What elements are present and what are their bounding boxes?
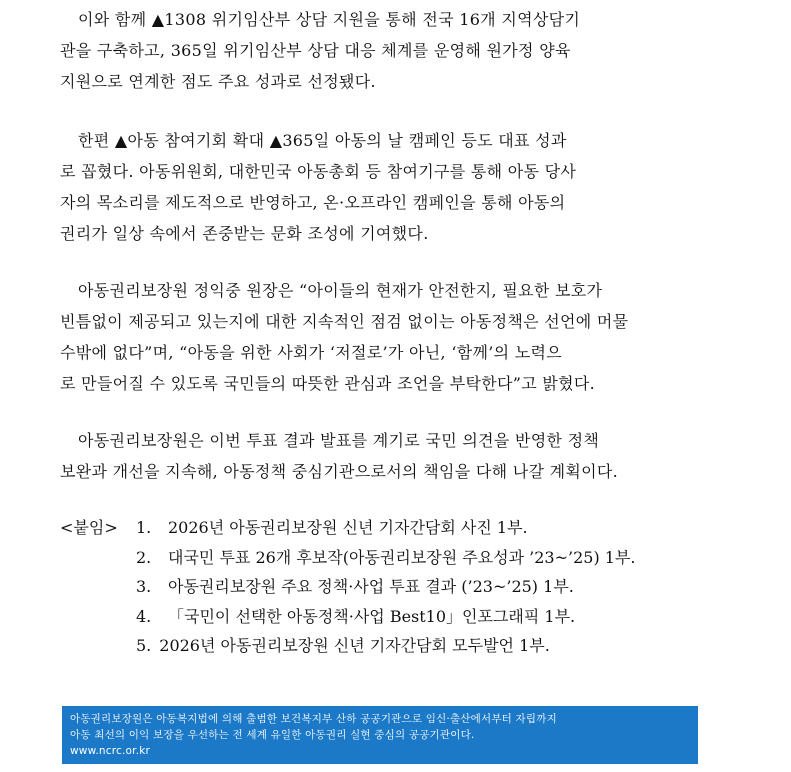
attachment-text: 대국민 투표 26개 후보작(아동권리보장원 주요성과 ’23~’25) 1부. [168, 547, 636, 567]
paragraph-1-line-3: 지원으로 연계한 점도 주요 성과로 선정됐다. [60, 72, 376, 91]
organization-description-line-1: 아동권리보장원은 아동복지법에 의해 출범한 보건복지부 산하 공공기관으로 임신·출산에서부터 자립까지 [70, 713, 557, 725]
attachment-item-3 [136, 572, 704, 602]
attachments-label: <붙임> [60, 518, 118, 537]
attachment-number: 2. [136, 547, 152, 567]
organization-info-box [62, 706, 698, 764]
attachment-item-5 [136, 631, 704, 661]
attachment-text: 2026년 아동권리보장원 신년 기자간담회 모두발언 1부. [159, 636, 550, 655]
paragraph-1-line-2: 관을 구축하고, 365일 위기임산부 상담 대응 체계를 운영해 원가정 양육 [60, 41, 571, 60]
paragraph-2-line-1: 한편 ▲아동 참여기회 확대 ▲365일 아동의 날 캠페인 등도 대표 성과 [78, 131, 567, 150]
paragraph-2-line-2: 로 꼽혔다. 아동위원회, 대한민국 아동총회 등 참여기구를 통해 아동 당사 [60, 162, 577, 181]
paragraph-4 [60, 425, 704, 487]
attachment-item-4 [136, 602, 704, 632]
attachment-number: 4. [136, 606, 152, 626]
attachment-text: 「국민이 선택한 아동정책·사업 Best10」인포그래픽 1부. [168, 606, 576, 626]
paragraph-3 [60, 275, 704, 399]
attachment-number: 3. [136, 577, 152, 596]
paragraph-3-line-1: 아동권리보장원 정익중 원장은 “아이들의 현재가 안전한지, 필요한 보호가 [78, 281, 603, 300]
attachment-text: 아동권리보장원 주요 정책·사업 투표 결과 (’23~’25) 1부. [168, 577, 574, 596]
attachment-item-2 [136, 543, 704, 573]
paragraph-3-line-2: 빈틈없이 제공되고 있는지에 대한 지속적인 점검 없이는 아동정책은 선언에 머물 [60, 312, 629, 331]
attachment-number: 5. [136, 636, 152, 655]
document-body [60, 4, 704, 661]
organization-description-line-2: 아동 최선의 이익 보장을 우선하는 전 세계 유일한 아동권리 실현 중심의 공공기관이다. [70, 729, 475, 741]
paragraph-2-line-3: 자의 목소리를 제도적으로 반영하고, 온·오프라인 캠페인을 통해 아동의 [60, 193, 566, 212]
paragraph-4-line-1: 아동권리보장원은 이번 투표 결과 발표를 계기로 국민 의견을 반영한 정책 [78, 431, 600, 450]
paragraph-1-line-1: 이와 함께 ▲1308 위기임산부 상담 지원을 통해 전국 16개 지역상담기 [78, 10, 581, 29]
attachment-text: 2026년 아동권리보장원 신년 기자간담회 사진 1부. [168, 518, 528, 537]
paragraph-2 [60, 125, 704, 249]
paragraph-3-line-4: 로 만들어질 수 있도록 국민들의 따뜻한 관심과 조언을 부탁한다”고 밝혔다. [60, 374, 596, 393]
attachment-number: 1. [136, 518, 152, 537]
paragraph-1 [60, 4, 704, 97]
attachment-item-1 [136, 513, 704, 543]
paragraph-4-line-2: 보완과 개선을 지속해, 아동정책 중심기관으로서의 책임을 다해 나갈 계획이다. [60, 462, 619, 481]
attachments-section [60, 513, 704, 661]
paragraph-3-line-3: 수밖에 없다”며, “아동을 위한 사회가 ‘저절로’가 아닌, ‘함께’의 노력으 [60, 343, 563, 362]
organization-website-link[interactable]: www.ncrc.or.kr [70, 745, 151, 757]
paragraph-2-line-4: 권리가 일상 속에서 존중받는 문화 조성에 기여했다. [60, 224, 429, 243]
attachments-list [60, 513, 704, 661]
